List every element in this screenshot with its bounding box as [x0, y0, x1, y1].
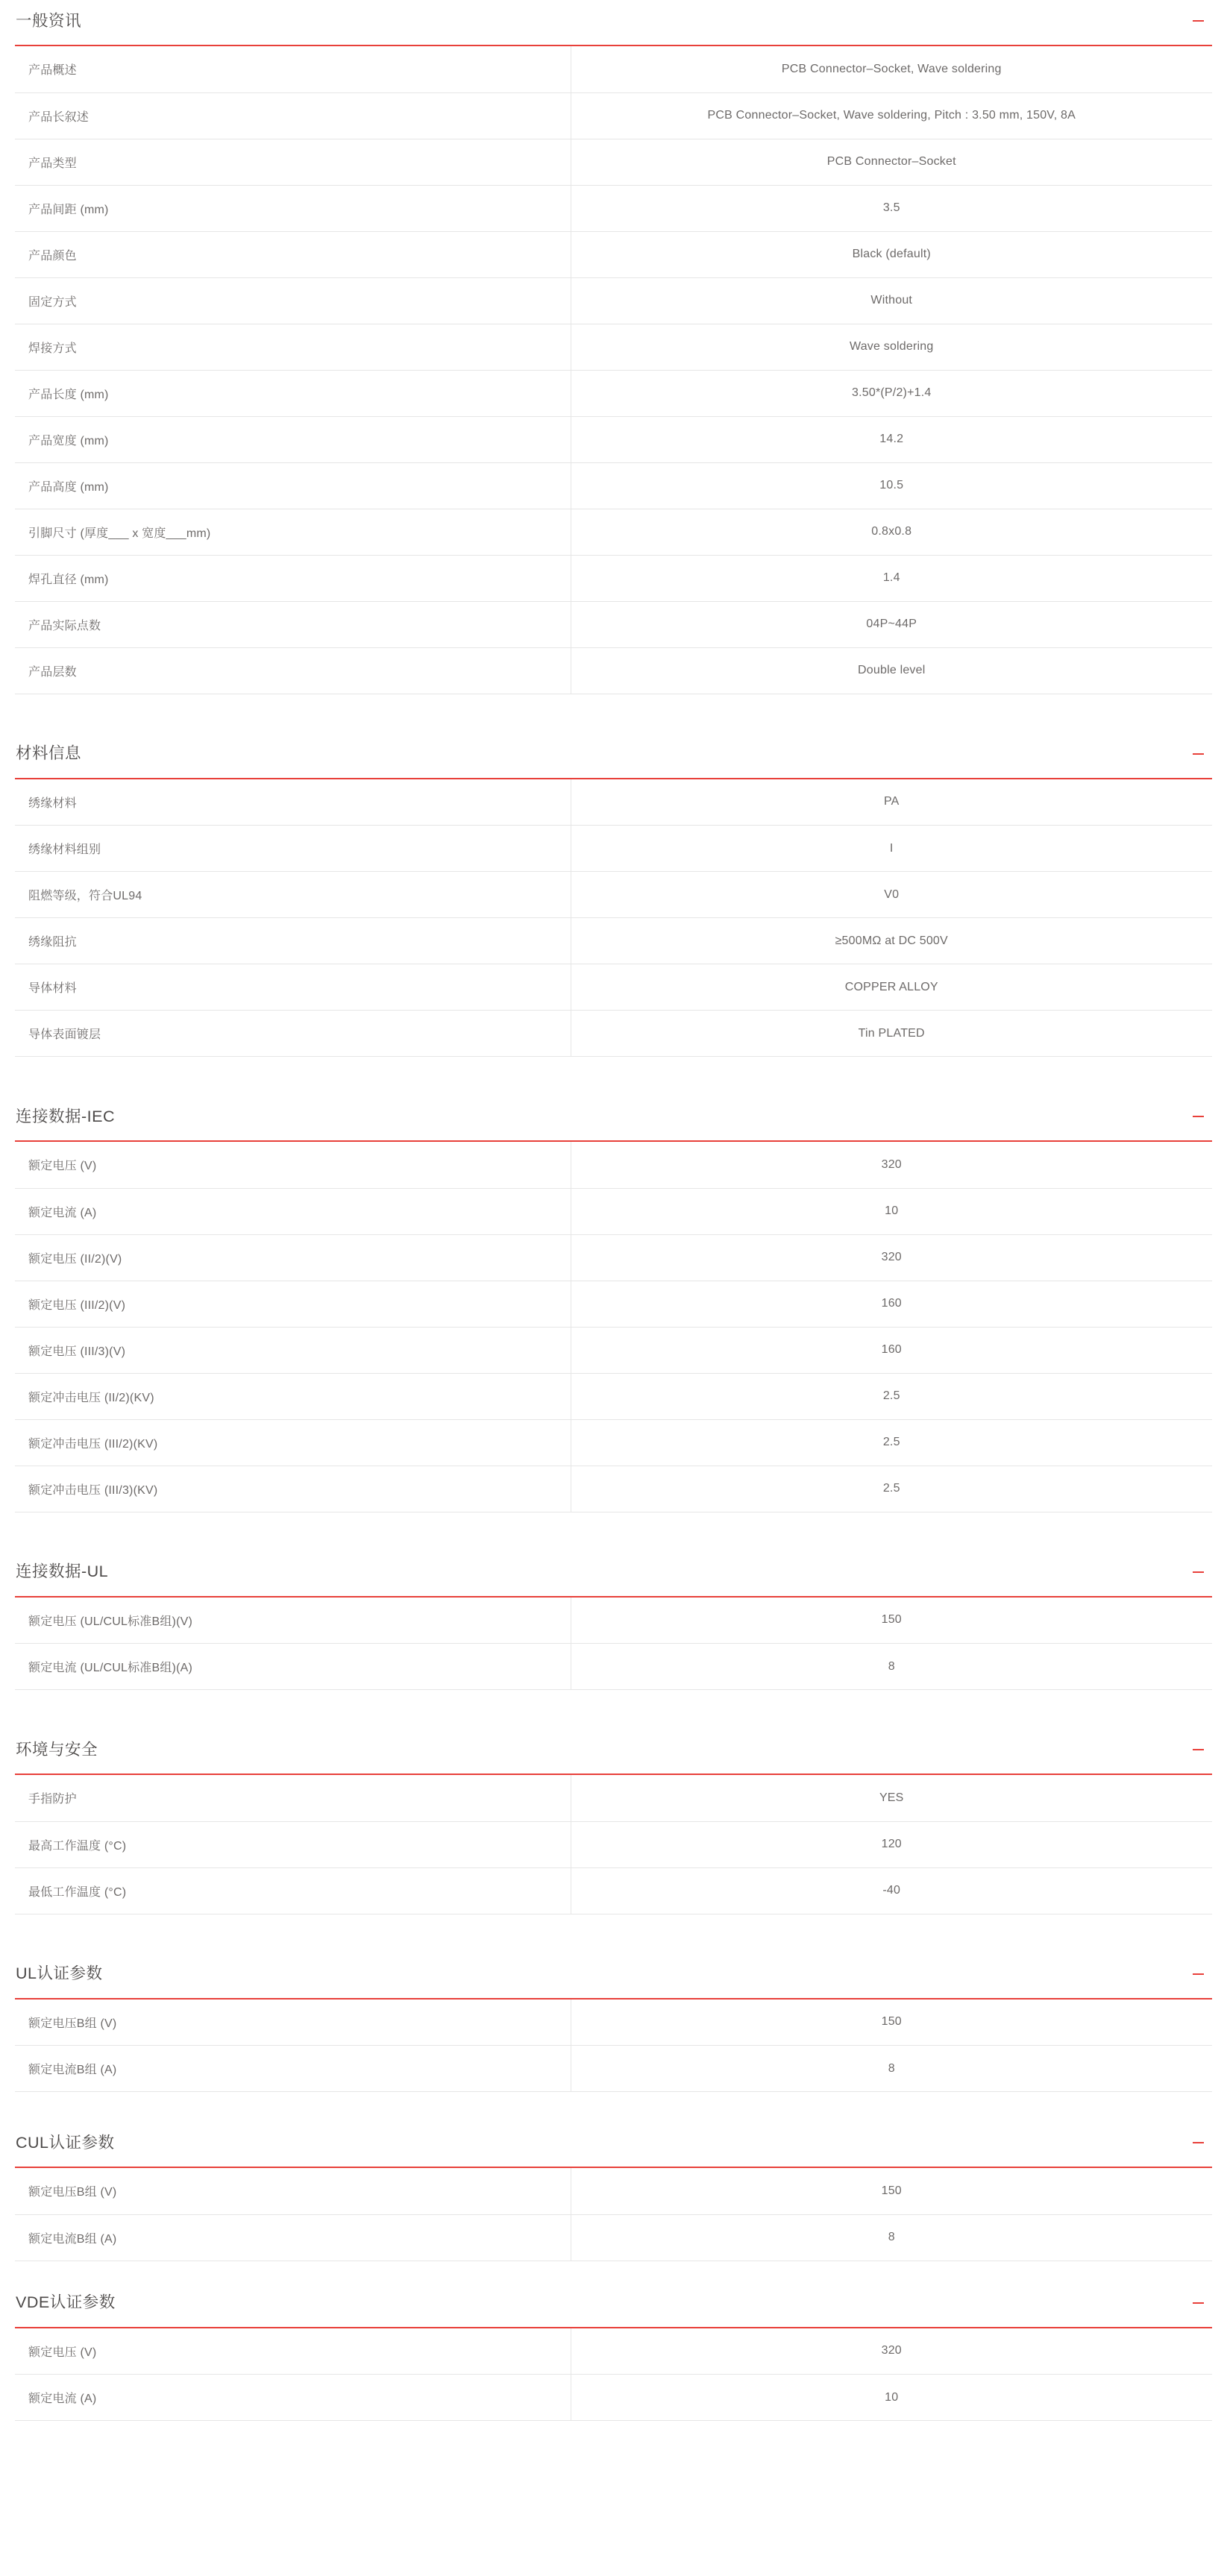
section-header-ul [15, 1551, 1212, 1598]
spec-key: 额定电压 (V) [15, 2328, 571, 2375]
spec-value: 3.50*(P/2)+1.4 [571, 370, 1212, 416]
table-row [15, 601, 1212, 647]
minus-icon[interactable] [1188, 1562, 1208, 1585]
section-title-environment: 环境与安全 [16, 1740, 98, 1759]
spec-value: 10.5 [571, 462, 1212, 509]
table-row [15, 1775, 1212, 1821]
table-row [15, 416, 1212, 462]
spec-table-vde-cert [15, 2328, 1212, 2422]
spec-key: 额定电压 (III/3)(V) [15, 1327, 571, 1373]
spec-key: 固定方式 [15, 277, 571, 324]
spec-value: 8 [571, 1644, 1212, 1690]
minus-icon-bar [1193, 20, 1204, 22]
spec-value: -40 [571, 1867, 1212, 1914]
section-cul-cert [15, 2122, 1212, 2261]
section-iec [15, 1096, 1212, 1512]
section-ul [15, 1551, 1212, 1691]
table-row [15, 1188, 1212, 1234]
section-header-material [15, 733, 1212, 779]
spec-value: I [571, 826, 1212, 872]
table-row [15, 92, 1212, 139]
spec-key: 产品概述 [15, 46, 571, 92]
spec-key: 阻燃等级，符合UL94 [15, 872, 571, 918]
spec-table-material [15, 779, 1212, 1058]
spec-value: COPPER ALLOY [571, 964, 1212, 1011]
table-row [15, 277, 1212, 324]
spec-key: 产品类型 [15, 139, 571, 185]
table-row [15, 1644, 1212, 1690]
spec-key: 产品高度 (mm) [15, 462, 571, 509]
spec-value: 150 [571, 1999, 1212, 2046]
spec-key: 导体材料 [15, 964, 571, 1011]
spec-value: 8 [571, 2214, 1212, 2261]
spec-value: 150 [571, 1598, 1212, 1644]
section-header-general [15, 0, 1212, 46]
spec-value: 2.5 [571, 1373, 1212, 1419]
spec-table-general [15, 46, 1212, 694]
spec-value: 04P~44P [571, 601, 1212, 647]
spec-key: 焊孔直径 (mm) [15, 555, 571, 601]
spec-key: 额定电压 (UL/CUL标准B组)(V) [15, 1598, 571, 1644]
spec-value: Tin PLATED [571, 1011, 1212, 1057]
spec-value: 10 [571, 1188, 1212, 1234]
section-spacer [15, 1690, 1212, 1729]
minus-icon[interactable] [1188, 1107, 1208, 1129]
table-row [15, 2168, 1212, 2214]
spec-value: 120 [571, 1821, 1212, 1867]
spec-key: 额定电流 (A) [15, 2375, 571, 2421]
spec-key: 导体表面镀层 [15, 1011, 571, 1057]
minus-icon[interactable] [1188, 2133, 1208, 2155]
spec-key: 额定电流B组 (A) [15, 2046, 571, 2092]
table-row [15, 826, 1212, 872]
minus-icon[interactable] [1188, 1964, 1208, 1987]
section-header-cul-cert [15, 2122, 1212, 2168]
table-row [15, 370, 1212, 416]
minus-icon-bar [1193, 1749, 1204, 1750]
spec-value: 0.8x0.8 [571, 509, 1212, 555]
table-row [15, 964, 1212, 1011]
section-title-ul-cert: UL认证参数 [16, 1964, 103, 1982]
table-row [15, 647, 1212, 694]
table-row [15, 324, 1212, 370]
table-row [15, 872, 1212, 918]
section-ul-cert [15, 1953, 1212, 2093]
spec-key: 产品层数 [15, 647, 571, 694]
minus-icon-bar [1193, 753, 1204, 755]
spec-value: 2.5 [571, 1419, 1212, 1466]
spec-key: 引脚尺寸 (厚度___ x 宽度___mm) [15, 509, 571, 555]
spec-key: 产品长叙述 [15, 92, 571, 139]
table-row [15, 1419, 1212, 1466]
table-row [15, 1373, 1212, 1419]
spec-key: 产品长度 (mm) [15, 370, 571, 416]
table-row [15, 1234, 1212, 1281]
table-row [15, 1821, 1212, 1867]
spec-value: Black (default) [571, 231, 1212, 277]
section-spacer [15, 2261, 1212, 2282]
spec-value: 1.4 [571, 555, 1212, 601]
spec-key: 绣缘材料 [15, 779, 571, 826]
spec-key: 额定电压 (III/2)(V) [15, 1281, 571, 1327]
spec-key: 产品宽度 (mm) [15, 416, 571, 462]
section-title-vde-cert: VDE认证参数 [16, 2293, 116, 2311]
spec-key: 额定冲击电压 (II/2)(KV) [15, 1373, 571, 1419]
spec-value: 10 [571, 2375, 1212, 2421]
section-title-cul-cert: CUL认证参数 [16, 2133, 115, 2152]
spec-value: 320 [571, 1142, 1212, 1188]
spec-value: PCB Connector–Socket, Wave soldering [571, 46, 1212, 92]
minus-icon[interactable] [1188, 2293, 1208, 2316]
spec-key: 额定冲击电压 (III/2)(KV) [15, 1419, 571, 1466]
section-header-environment [15, 1729, 1212, 1775]
spec-key: 最高工作温度 (°C) [15, 1821, 571, 1867]
spec-table-ul [15, 1598, 1212, 1691]
section-title-iec: 连接数据-IEC [16, 1107, 116, 1125]
spec-value: 8 [571, 2046, 1212, 2092]
section-spacer [15, 694, 1212, 733]
section-environment [15, 1729, 1212, 1914]
spec-key: 产品实际点数 [15, 601, 571, 647]
spec-value: V0 [571, 872, 1212, 918]
spec-key: 额定电压B组 (V) [15, 2168, 571, 2214]
spec-value: 320 [571, 1234, 1212, 1281]
spec-value: 14.2 [571, 416, 1212, 462]
minus-icon[interactable] [1188, 744, 1208, 767]
table-row [15, 2328, 1212, 2375]
spec-table-cul-cert [15, 2168, 1212, 2261]
table-row [15, 1142, 1212, 1188]
section-title-ul: 连接数据-UL [16, 1562, 109, 1580]
table-row [15, 779, 1212, 826]
table-row [15, 509, 1212, 555]
spec-key: 绣缘材料组别 [15, 826, 571, 872]
spec-value: Wave soldering [571, 324, 1212, 370]
section-spacer [15, 1057, 1212, 1096]
spec-value: Double level [571, 647, 1212, 694]
section-header-ul-cert [15, 1953, 1212, 1999]
table-row [15, 2046, 1212, 2092]
section-spacer [15, 1512, 1212, 1551]
spec-key: 额定电压B组 (V) [15, 1999, 571, 2046]
section-title-general: 一般资讯 [16, 11, 82, 30]
table-row [15, 231, 1212, 277]
table-row [15, 2214, 1212, 2261]
spec-key: 额定电流B组 (A) [15, 2214, 571, 2261]
spec-value: YES [571, 1775, 1212, 1821]
table-row [15, 1327, 1212, 1373]
spec-value: Without [571, 277, 1212, 324]
spec-key: 产品颜色 [15, 231, 571, 277]
spec-key: 额定电流 (UL/CUL标准B组)(A) [15, 1644, 571, 1690]
spec-table-ul-cert [15, 1999, 1212, 2093]
table-row [15, 1011, 1212, 1057]
table-row [15, 918, 1212, 964]
spec-value: PA [571, 779, 1212, 826]
table-row [15, 462, 1212, 509]
spec-key: 产品间距 (mm) [15, 185, 571, 231]
table-row [15, 1598, 1212, 1644]
spec-value: PCB Connector–Socket, Wave soldering, Pitch : 3.50 mm, 150V, 8A [571, 92, 1212, 139]
spec-table-iec [15, 1142, 1212, 1512]
spec-key: 最低工作温度 (°C) [15, 1867, 571, 1914]
section-material [15, 733, 1212, 1058]
minus-icon[interactable] [1188, 11, 1208, 34]
table-row [15, 1999, 1212, 2046]
spec-table-environment [15, 1775, 1212, 1914]
section-vde-cert [15, 2282, 1212, 2422]
spec-value: 150 [571, 2168, 1212, 2214]
spec-value: 320 [571, 2328, 1212, 2375]
section-spacer [15, 1914, 1212, 1953]
minus-icon-bar [1193, 1973, 1204, 1975]
table-row [15, 1466, 1212, 1512]
table-row [15, 2375, 1212, 2421]
spec-key: 额定冲击电压 (III/3)(KV) [15, 1466, 571, 1512]
table-row [15, 1281, 1212, 1327]
table-row [15, 555, 1212, 601]
minus-icon-bar [1193, 2142, 1204, 2143]
table-row [15, 1867, 1212, 1914]
spec-key: 焊接方式 [15, 324, 571, 370]
spec-value: PCB Connector–Socket [571, 139, 1212, 185]
spec-key: 额定电压 (II/2)(V) [15, 1234, 571, 1281]
minus-icon-bar [1193, 1571, 1204, 1573]
spec-value: 3.5 [571, 185, 1212, 231]
minus-icon-bar [1193, 2302, 1204, 2304]
spec-key: 额定电流 (A) [15, 1188, 571, 1234]
minus-icon-bar [1193, 1116, 1204, 1117]
section-header-vde-cert [15, 2282, 1212, 2328]
section-title-material: 材料信息 [16, 744, 82, 762]
section-general [15, 0, 1212, 694]
table-row [15, 139, 1212, 185]
minus-icon[interactable] [1188, 1740, 1208, 1762]
spec-value: 160 [571, 1327, 1212, 1373]
spec-key: 手指防护 [15, 1775, 571, 1821]
section-header-iec [15, 1096, 1212, 1142]
spec-key: 绣缘阻抗 [15, 918, 571, 964]
section-spacer [15, 2092, 1212, 2122]
table-row [15, 46, 1212, 92]
table-row [15, 185, 1212, 231]
spec-value: ≥500MΩ at DC 500V [571, 918, 1212, 964]
spec-value: 160 [571, 1281, 1212, 1327]
spec-value: 2.5 [571, 1466, 1212, 1512]
spec-key: 额定电压 (V) [15, 1142, 571, 1188]
